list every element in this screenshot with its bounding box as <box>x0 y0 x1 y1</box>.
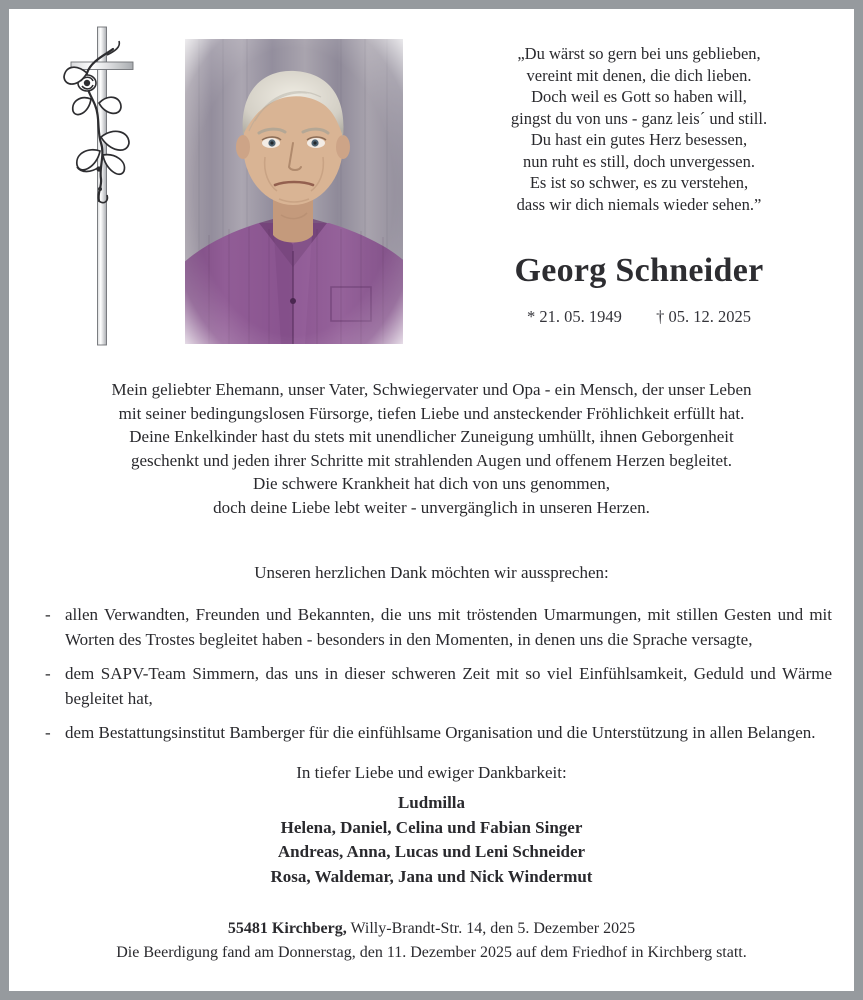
poem-line: Doch weil es Gott so haben will, <box>531 87 747 106</box>
family-name-line: Andreas, Anna, Lucas und Leni Schneider <box>277 842 586 861</box>
family-name-line: Helena, Daniel, Celina und Fabian Singer <box>280 817 583 837</box>
thanks-item-text: dem SAPV-Team Simmern, das uns in dieser schweren Zeit mit so viel Einfühlsamkeit, Geduld und Wärme begleitet hat, <box>65 664 832 708</box>
closing-heading: In tiefer Liebe und ewiger Dankbarkeit: <box>296 763 567 782</box>
death-date: 05. 12. 2025 <box>668 307 751 326</box>
tribute-line: doch deine Liebe lebt weiter - unvergänglich in unseren Herzen. <box>213 497 650 517</box>
tribute-line: mit seiner bedingungslosen Fürsorge, tiefen Liebe und ansteckender Fröhlichkeit erfüllt hat. <box>118 403 745 423</box>
poem-line: Du hast ein gutes Herz besessen, <box>530 130 748 149</box>
thanks-item-text: dem Bestattungsinstitut Bamberger für die einfühlsame Organisation und die Unterstützung in allen Belangen. <box>65 723 816 742</box>
address-city: 55481 Kirchberg, <box>227 920 347 937</box>
tribute-line: Deine Enkelkinder hast du stets mit unendlicher Zuneigung umhüllt, ihnen Geborgenheit <box>129 427 734 446</box>
thanks-list-item <box>41 661 832 711</box>
tribute-line: geschenkt und jeden ihrer Schritte mit strahlenden Augen und offenem Herzen begleitet. <box>130 450 733 470</box>
list-dash-marker: - <box>45 605 51 624</box>
family-name-line: Ludmilla <box>397 793 466 812</box>
birth-date: 21. 05. 1949 <box>539 307 622 326</box>
poem-line: gingst du von uns - ganz leis´ und still. <box>510 108 768 128</box>
death-symbol: † <box>656 307 665 326</box>
poem-line: nun ruht es still, doch unvergessen. <box>522 151 756 171</box>
family-names <box>9 791 854 889</box>
birth-symbol: * <box>527 307 536 326</box>
tribute-line: Die schwere Krankheit hat dich von uns genommen, <box>253 474 610 493</box>
family-name-line: Rosa, Waldemar, Jana und Nick Windermut <box>270 866 593 886</box>
poem-line: Es ist so schwer, es zu verstehen, <box>529 173 749 192</box>
memorial-poem <box>439 43 839 215</box>
list-dash-marker: - <box>45 723 51 742</box>
tribute-text <box>37 378 826 519</box>
tribute-line: Mein geliebter Ehemann, unser Vater, Schwiegervater und Opa - ein Mensch, der unser Leben <box>111 380 752 399</box>
thanks-list-item <box>41 720 832 745</box>
thanks-heading: Unseren herzlichen Dank möchten wir aussprechen: <box>254 563 609 582</box>
cross-with-rose-vine-icon <box>47 21 177 351</box>
footer-details <box>9 917 854 965</box>
poem-line: „Du wärst so gern bei uns geblieben, <box>517 44 761 63</box>
obituary-sheet <box>9 9 854 991</box>
deceased-name: Georg Schneider <box>514 252 764 289</box>
poem-line: vereint mit denen, die dich lieben. <box>526 65 752 85</box>
life-dates <box>439 307 839 327</box>
thanks-item-text: allen Verwandten, Freunden und Bekannten, die uns mit tröstenden Umarmungen, mit stillen Gesten und mit Worten des Trostes begleitet haben - besonders in den Momenten, in denen uns die Sprache versagte, <box>65 605 832 649</box>
burial-line: Die Beerdigung fand am Donnerstag, den 11. Dezember 2025 auf dem Friedhof in Kirchberg statt. <box>116 944 747 961</box>
thanks-list-item <box>41 602 832 652</box>
portrait-photo <box>185 39 403 344</box>
address-line <box>9 917 854 941</box>
poem-line: dass wir dich niemals wieder sehen.” <box>516 194 762 214</box>
thanks-list <box>41 602 832 745</box>
address-street-date: Willy-Brandt-Str. 14, den 5. Dezember 2025 <box>346 920 636 937</box>
list-dash-marker: - <box>45 664 51 683</box>
top-section <box>9 9 854 354</box>
